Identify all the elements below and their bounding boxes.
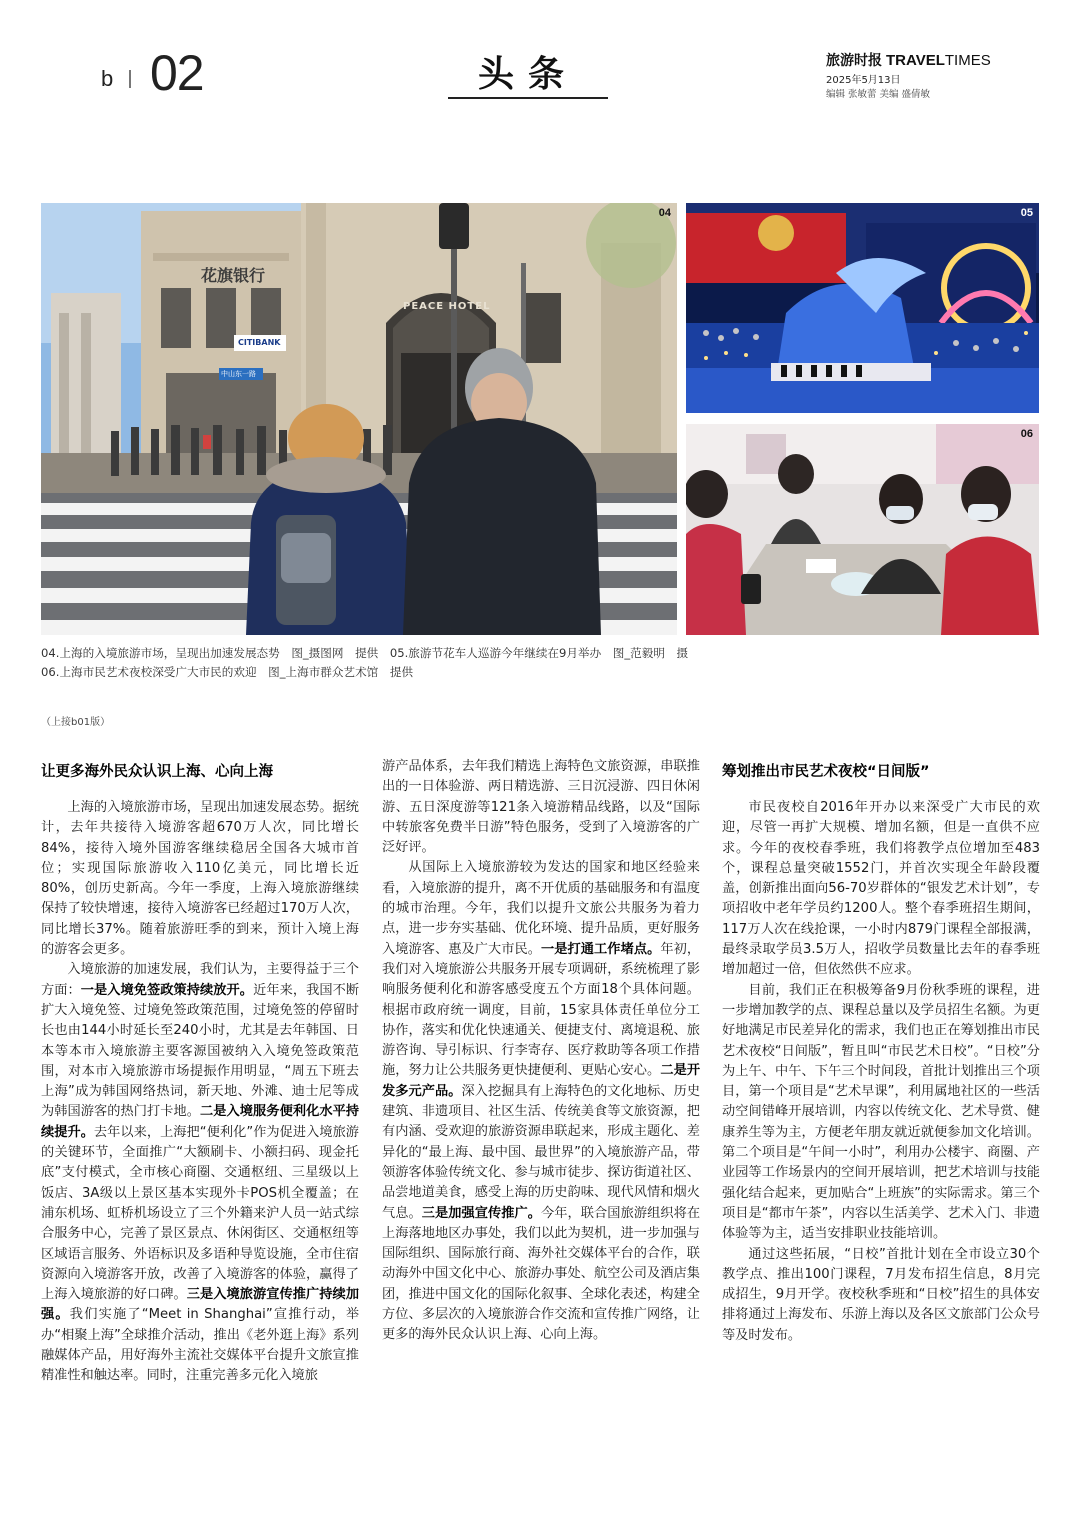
article-2-paragraph-3: 通过这些拓展，“日校”首批计划在全市设立30个教学点、推出100门课程，7月发布招生信息，8月完成招生，9月开学。夜校秋季班和“日校”招生的具体安排将通过上海发布、乐游上海以及各区文旅部门公众号等及时发布。 xyxy=(722,1246,1040,1343)
a1p2-highlight-2: 二是入境服务便利化水平持续提升。 xyxy=(41,1104,359,1140)
article-1-column-2 xyxy=(382,757,700,1472)
masthead xyxy=(826,50,991,70)
parade-illustration xyxy=(686,203,1039,413)
a1p2-text-c: 去年以来，上海把“便利化”作为促进入境旅游的关键环节，全面推广“大额刷卡、小额扫码、现金托底”支付模式，全市核心商圈、交通枢纽、三星级以上饭店、3A级以上景区基本实现外卡POS机全覆盖；在浦东机场、虹桥机场设立了三个外籍来沪人员一站式综合服务中心，完善了景区景点、休闲街区、交通枢纽等区域语言服务、外语标识及多语种导览设施，全市住宿资源向入境游客开放，改善了入境游客的体验，赢得了上海入境旅游的好口碑。 xyxy=(41,1124,359,1303)
article-2-paragraph-1: 市民夜校自2016年开办以来深受广大市民的欢迎，尽管一再扩大规模、增加名额，但是一直供不应求。今年的夜校春季班，我们将教学点位增加至483个，课程总量突破1552门，并首次实现全年龄段覆盖，创新推出面向56-70岁群体的“银发艺术计划”，专项招收中老年学员约1200人。整个春季班招生期间，117万人次在线抢课，一小时内879门课程全部报满，最终录取学员3.5万人，招收学员数量比去年的春季班增加超过一倍，但依然供不应求。 xyxy=(722,800,1040,978)
masthead-cn: 旅游时报 xyxy=(826,53,882,69)
a1p4-text-b: 年初，我们对入境旅游公共服务开展专项调研，系统梳理了影响服务便利化和游客感受度五个方面18个具体问题。根据市政府统一调度，目前，15家具体责任单位分工协作，落实和优化快速通关、便捷支付、离境退税、旅游咨询、导引标识、行李寄存、医疗救助等各项工作措施，努力让公共服务更快捷便利、更贴心安心。 xyxy=(382,941,700,1079)
a1p2-highlight-1: 一是入境免签政策持续放开。 xyxy=(80,982,254,998)
photo-number-06: 06 xyxy=(1020,428,1033,440)
photo-number-05: 05 xyxy=(1020,207,1033,219)
masthead-en xyxy=(886,52,991,69)
a1p4-text-c: 深入挖掘具有上海特色的文化地标、历史建筑、非遗项目、社区生活、传统美食等文旅资源，把有内涵、受欢迎的旅游资源串联起来，形成主题化、差异化的“最上海、最中国、最世界”的入境旅游产品，带领游客体验传统文化、参与城市徒步、探访街道社区、品尝地道美食，感受上海的历史韵味、现代风情和烟火气息。 xyxy=(382,1083,700,1221)
article-1-paragraph-4 xyxy=(382,858,700,1345)
page-number: 02 xyxy=(150,45,204,101)
photo-04-street-scene xyxy=(41,203,677,635)
a1p2-text-b: 近年来，我国不断扩大入境免签、过境免签政策范围，过境免签的停留时长也由144小时延长至240小时，尤其是去年韩国、日本等本市入境旅游主要客源国被纳入入境免签政策范围，对本市入境旅游市场提振作用明显，“周五下班去上海”成为韩国网络热词，新天地、外滩、迪士尼等成为韩国游客的热门打卡地。 xyxy=(41,982,359,1120)
a1p2-text-a: 入境旅游的加速发展，我们认为，主要得益于三个方面： xyxy=(41,962,359,998)
article-1-paragraph-1: 上海的入境旅游市场，呈现出加速发展态势。据统计，去年共接待入境游客超670万人次，同比增长84%，接待入境外国游客继续稳居全国各大城市首位；实现国际旅游收入110亿美元，同比增长近80%，创历史新高。今年一季度，上海入境旅游继续保持了较快增速，接待入境游客已经超过170万人次，同比增长37%。随着旅游旺季的到来，预计入境上海的游客会更多。 xyxy=(41,800,359,958)
article-1-headline: 让更多海外民众认识上海、心向上海 xyxy=(41,764,273,780)
masthead-en-bold: TRAVEL xyxy=(886,52,945,69)
sign-citibank: CITIBANK xyxy=(238,338,281,347)
issue-date: 2025年5月13日 xyxy=(826,75,901,86)
section-divider xyxy=(129,70,131,88)
a1p4-highlight-2: 二是开发多元产品。 xyxy=(382,1063,700,1099)
section-title: 头条 xyxy=(477,54,578,95)
a1p2-highlight-3: 三是入境旅游宣传推广持续加强。 xyxy=(41,1287,359,1323)
continued-from-note: （上接b01版） xyxy=(41,717,111,728)
photo-06-art-class xyxy=(686,424,1039,635)
article-1-column-1 xyxy=(41,798,359,1473)
street-scene-illustration xyxy=(41,203,677,635)
photo-caption-line-1: 04.上海的入境旅游市场，呈现出加速发展态势 图_摄图网 提供 05.旅游节花车人巡游今年继续在9月举办 图_范毅明 摄 xyxy=(41,646,689,660)
article-2-headline: 筹划推出市民艺术夜校“日间版” xyxy=(722,764,930,780)
sign-road: 中山东一路 xyxy=(221,370,256,378)
article-1-paragraph-2 xyxy=(41,960,359,1386)
editors-credit: 编辑 张敏蕾 美编 盛倩敏 xyxy=(826,89,931,100)
a1p4-text-a: 从国际上入境旅游较为发达的国家和地区经验来看，入境旅游的提升，离不开优质的基础服务和有温度的城市治理。今年，我们以提升文旅公共服务为着力点，进一步夯实基础、优化环境、提升品质，更好服务入境游客、惠及广大市民。 xyxy=(382,860,700,957)
a1p2-text-d: 我们实施了“Meet in Shanghai”宣推行动，举办“相聚上海”全球推介活动，推出《老外逛上海》系列融媒体产品，用好海外主流社交媒体平台提升文旅宣推精准性和触达率。同时，注重完善多元化入境旅 xyxy=(41,1307,359,1384)
article-1-paragraph-3: 游产品体系，去年我们精选上海特色文旅资源，串联推出的一日体验游、两日精选游、三日沉浸游、四日休闲游、五日深度游等121条入境游精品线路，以及“国际中转旅客免费半日游”特色服务，受到了入境游客的广泛好评。 xyxy=(382,759,700,856)
section-letter: b xyxy=(101,66,114,91)
photo-number-04: 04 xyxy=(658,207,671,219)
a1p4-highlight-3: 三是加强宣传推广。 xyxy=(421,1205,542,1221)
article-2-paragraph-2: 目前，我们正在积极筹备9月份秋季班的课程，进一步增加教学的点、课程总量以及学员招生名额。为更好地满足市民差异化的需求，我们也正在筹划推出市民艺术夜校“日间版”，暂且叫“市民艺术日校”。“日校”分为上午、中午、下午三个时间段，首批计划推出三个项目，第一个项目是“艺术早课”，利用属地社区的一些活动空间错峰开展培训，内容以传统文化、艺术导赏、健康养生等为主，方便老年朋友就近就便参加文化培训。第二个项目是“午间一小时”，利用办公楼宇、商圈、产业园等工作场景内的空间开展培训，把艺术培训与技能强化结合起来，更加贴合“上班族”的实际需求。第三个项目是“都市午茶”，内容以生活美学、艺术入门、非遗体验等为主，适当安排职业技能培训。 xyxy=(722,982,1040,1242)
a1p4-highlight-1: 一是打通工作堵点。 xyxy=(541,941,661,957)
art-class-illustration xyxy=(686,424,1039,635)
section-title-rule xyxy=(448,97,608,99)
sign-bank: 花旗银行 xyxy=(201,266,266,285)
article-2-column xyxy=(722,798,1040,1473)
photo-05-parade-float xyxy=(686,203,1039,413)
masthead-en-light: TIMES xyxy=(944,52,991,69)
a1p4-text-d: 今年，联合国旅游组织将在上海落地地区办事处，我们以此为契机，进一步加强与国际组织、国际旅行商、海外社交媒体平台的合作，联动海外中国文化中心、旅游办事处、航空公司及酒店集团，推进中国文化的国际化叙事、全球化表述，构建全方位、多层次的入境旅游合作交流和宣传推广网络，让更多的海外民众认识上海、心向上海。 xyxy=(382,1205,700,1343)
photo-caption-line-2: 06.上海市民艺术夜校深受广大市民的欢迎 图_上海市群众艺术馆 提供 xyxy=(41,665,414,679)
sign-peace-hotel: PEACE HOTEL xyxy=(403,301,491,312)
